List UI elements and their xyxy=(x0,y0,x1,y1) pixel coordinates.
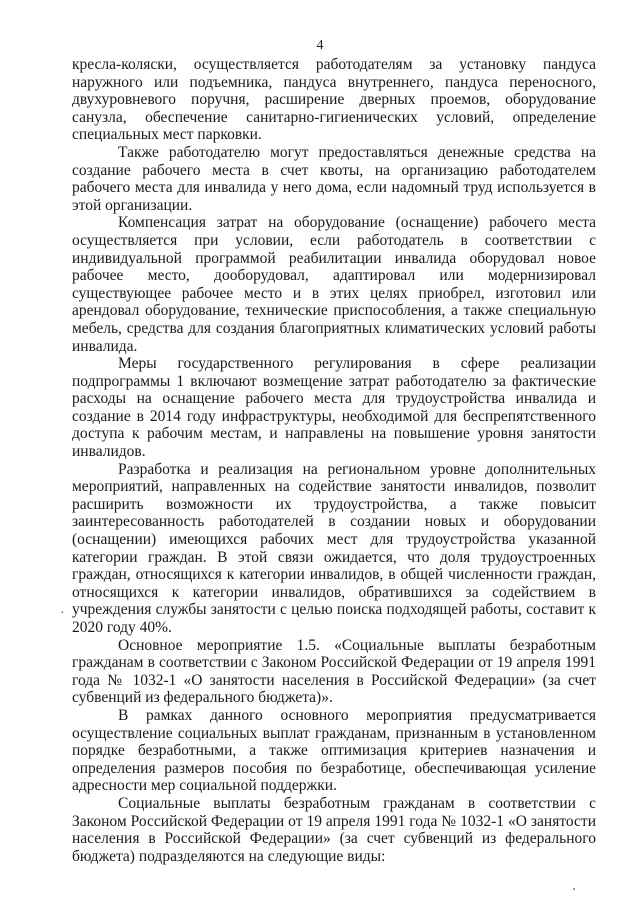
margin-mark: · xyxy=(60,606,65,621)
paragraph-5: Разработка и реализация на региональном уровне дополнительных мероприятий, направленных на содействие занятости инвалидов, позволит расширить возможности их трудоустройства, а также повысит заинтересованность работодателей в создании новых и оборудовании (оснащении) имеющихся рабочих мест для трудоустройства указанной категории граждан. В этой связи ожидается, что доля трудоустроенных граждан, относящихся к категории инвалидов, в общей численности граждан, относящихся к категории инвалидов, обратившихся за содействием в учреждения службы занятости с целью поиска подходящей работы, составит к 2020 году 40%. xyxy=(72,460,596,636)
page-number: 4 xyxy=(316,38,324,53)
paragraph-7: В рамках данного основного мероприятия предусматривается осуществление социальных выплат гражданам, признанным в установленном порядке безработными, а также оптимизация критериев назначения и определения размеров пособия по безработице, обеспечивающая усиление адресности мер социальной поддержки. xyxy=(72,706,596,795)
paragraph-2: Также работодателю могут предоставляться денежные средства на создание рабочего места в счет квоты, на организацию работодателем рабочего места для инвалида у него дома, если надомный труд используется в этой организации. xyxy=(72,143,596,214)
paragraph-8: Социальные выплаты безработным гражданам в соответствии с Законом Российской Федерации от 19 апреля 1991 года № 1032-1 «О занятости населения в Российской Федерации» (за счет субвенций из федерального бюджета) подразделяются на следующие виды: xyxy=(72,794,596,865)
paragraph-3: Компенсация затрат на оборудование (оснащение) рабочего места осуществляется при условии, если работодатель в соответствии с индивидуальной программой реабилитации инвалида оборудовал новое рабочее место, дооборудовал, адаптировал или модернизировал существующее рабочее место и в этих целях приобрел, изготовил или арендовал оборудование, технические приспособления, а также специальную мебель, средства для создания благоприятных климатических условий работы инвалида. xyxy=(72,214,596,355)
paragraph-6: Основное мероприятие 1.5. «Социальные выплаты безработным гражданам в соответствии с Законом Российской Федерации от 19 апреля 1991 года № 1032-1 «О занятости населения в Российской Федерации» (за счет субвенций из федерального бюджета)». xyxy=(72,636,596,707)
document-body xyxy=(72,56,596,865)
scan-speck xyxy=(573,888,575,890)
paragraph-4: Меры государственного регулирования в сфере реализации подпрограммы 1 включают возмещение затрат работодателю за фактические расходы на оснащение рабочего места для трудоустройства инвалида и создание в 2014 году инфраструктуры, необходимой для беспрепятственного доступа к рабочим местам, и направлены на повышение уровня занятости инвалидов. xyxy=(72,355,596,461)
paragraph-1: кресла-коляски, осуществляется работодателям за установку пандуса наружного или подъемника, пандуса внутреннего, пандуса переносного, двухуровневого поручня, расширение дверных проемов, оборудование санузла, обеспечение санитарно-гигиенических условий, определение специальных мест парковки. xyxy=(72,56,596,144)
